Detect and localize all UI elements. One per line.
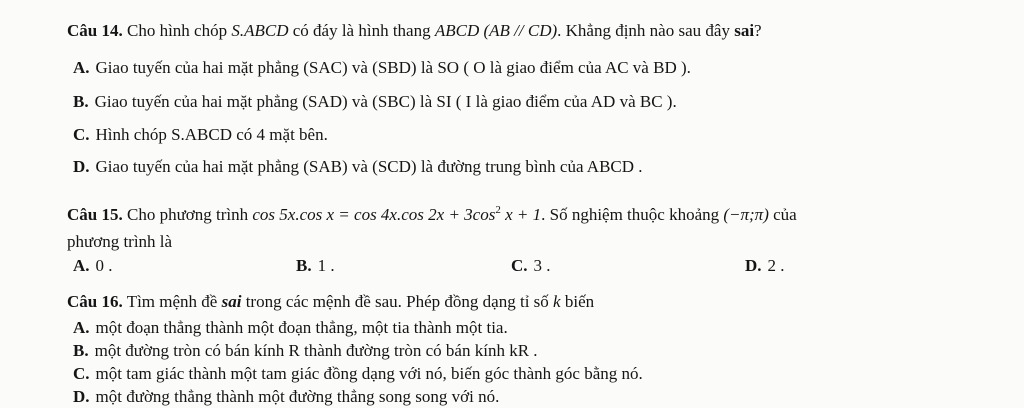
question-15-stem-text-2: . Số nghiệm thuộc khoảng [541,205,724,224]
question-15-stem-end: của [768,205,797,224]
option-label: A. [73,256,90,275]
option-label: D. [73,157,90,176]
question-14-stem-text-2: có đáy là hình thang [288,21,435,40]
option-label: B. [296,256,312,275]
option-label: B. [73,92,89,111]
question-15-stem-text-3: phương trình là [67,232,173,251]
question-14-stem-text-3: . Khẳng định nào sau đây [557,21,735,40]
option-text: Giao tuyến của hai mặt phẳng (SAC) và (SBD) là SO ( O là giao điểm của AC và BD ). [95,58,691,77]
question-15-stem-line-2 [67,232,172,252]
question-14-math-pyramid: S.ABCD [231,21,289,40]
question-14-math-base: ABCD [434,21,480,40]
question-14-option-d [73,157,643,177]
question-15-stem-text: Cho phương trình [126,205,253,224]
question-14-stem [67,21,762,41]
option-label: D. [73,387,90,406]
question-16-option-b [73,341,538,361]
question-14-option-c [73,125,328,145]
option-label: A. [73,58,90,77]
question-14-stem-end: ? [754,21,762,40]
question-14-option-a [73,58,691,78]
question-16-ratio-k: k [553,292,561,311]
option-label: C. [73,125,90,144]
option-text: một đoạn thẳng thành một đoạn thẳng, một tia thành một tia. [95,318,508,337]
question-16-label: Câu 16. [67,292,123,311]
question-16-stem-text-2: trong các mệnh đề sau. Phép đồng dạng tỉ số [241,292,554,311]
option-text: một tam giác thành một tam giác đồng dạng với nó, biến góc thành góc bằng nó. [95,364,643,383]
question-14-keyword: sai [734,21,755,40]
question-16-stem-end: biến [560,292,595,311]
question-15-option-c [511,256,551,276]
question-14-option-b [73,92,677,112]
question-15-equation [252,205,541,224]
option-label: C. [511,256,528,275]
question-16-stem-text: Tìm mệnh đề [126,292,222,311]
option-label: C. [73,364,90,383]
option-label: D. [745,256,762,275]
option-text: Giao tuyến của hai mặt phẳng (SAD) và (SBC) là SI ( I là giao điểm của AD và BC ). [94,92,677,111]
option-label: B. [73,341,89,360]
option-label: A. [73,318,90,337]
option-text: một đường thẳng thành một đường thẳng song song với nó. [95,387,500,406]
question-15-option-a [73,256,113,276]
question-15-option-b [296,256,335,276]
equation-part-1: cos 5x.cos x = cos 4x.cos 2x + 3cos [252,205,496,224]
question-16-option-c [73,364,643,384]
option-text: Giao tuyến của hai mặt phẳng (SAB) và (SCD) là đường trung bình của ABCD . [95,157,643,176]
question-15-option-d [745,256,785,276]
equation-exponent: 2 [495,204,501,216]
question-15-label: Câu 15. [67,205,123,224]
question-16-keyword: sai [221,292,242,311]
question-14-stem-text: Cho hình chóp [126,21,232,40]
question-14-math-parallel: (AB // CD) [479,21,558,40]
option-text: 1 . [317,256,335,275]
option-text: Hình chóp S.ABCD có 4 mặt bên. [95,125,328,144]
question-15-interval: (−π;π) [723,205,769,224]
question-16-option-d [73,387,499,407]
option-text: một đường tròn có bán kính R thành đường tròn có bán kính kR . [94,341,538,360]
question-16-stem [67,292,594,312]
option-text: 3 . [533,256,551,275]
option-text: 0 . [95,256,113,275]
equation-part-2: x + 1 [500,205,542,224]
question-15-stem [67,200,797,225]
option-text: 2 . [767,256,785,275]
question-14-label: Câu 14. [67,21,123,40]
question-16-option-a [73,318,508,338]
